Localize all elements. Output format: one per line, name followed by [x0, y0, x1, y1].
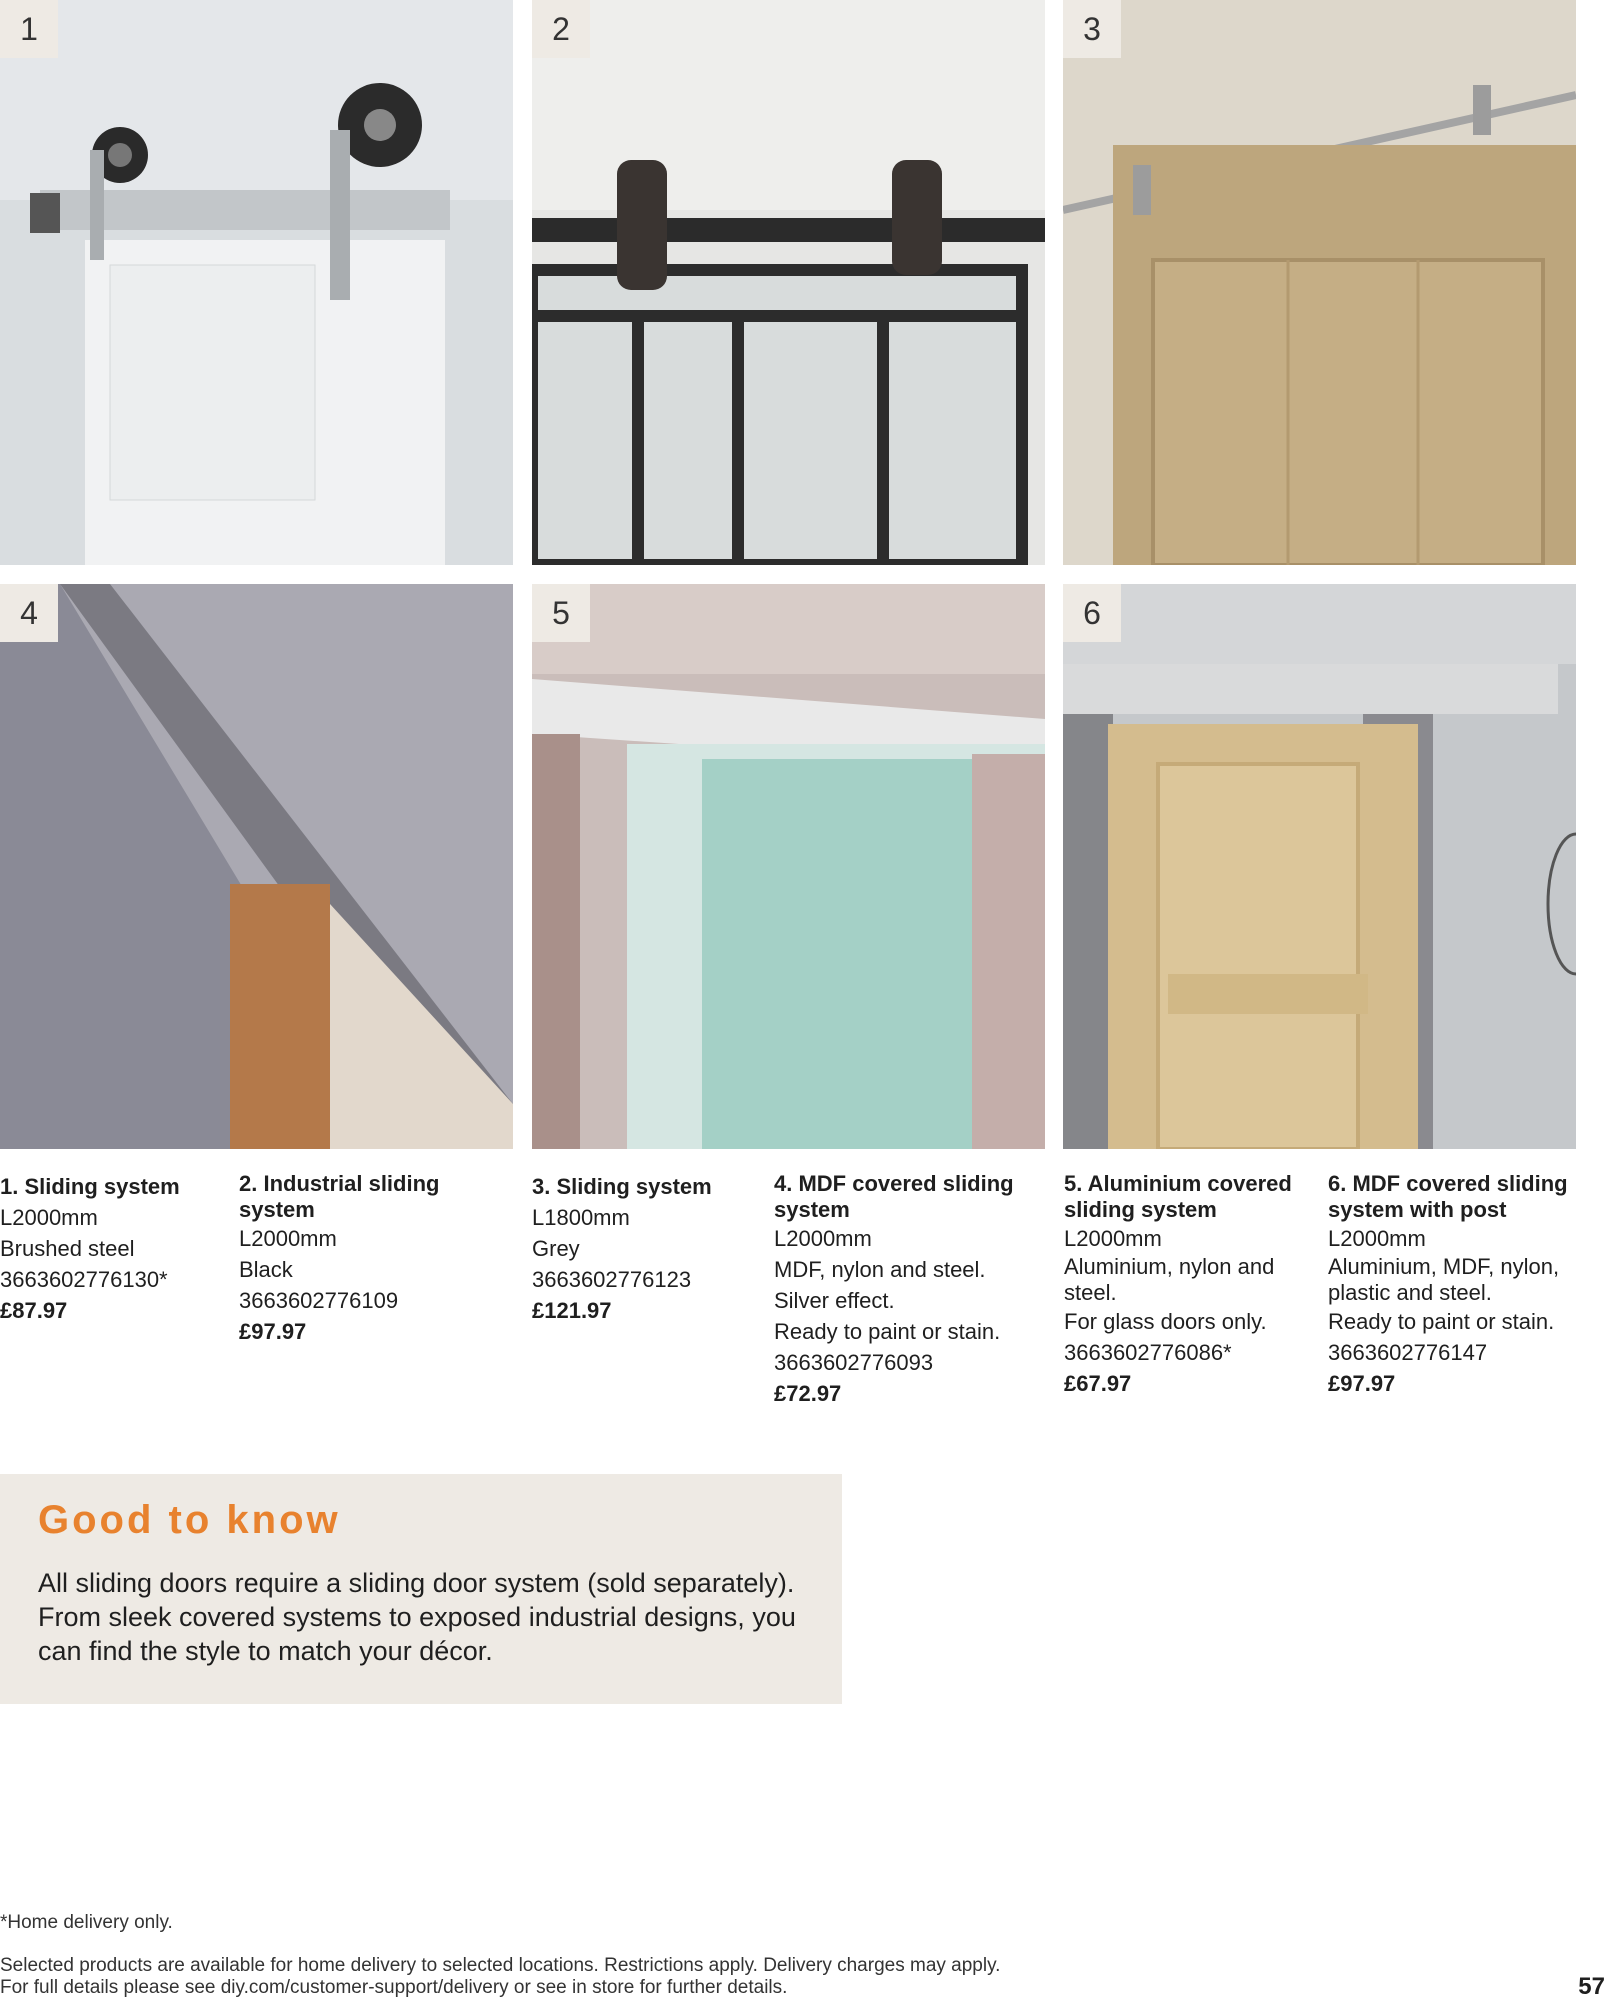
photo-number-badge: 6 — [1063, 584, 1121, 642]
photo-number-badge: 1 — [0, 0, 58, 58]
product-finish: Brushed steel — [0, 1236, 135, 1261]
product-material: MDF, nylon and steel. — [774, 1257, 986, 1282]
good-to-know-box — [0, 1474, 842, 1704]
product-price: £67.97 — [1064, 1371, 1132, 1396]
product-finish: Grey — [532, 1236, 580, 1261]
product-title: 2. Industrial sliding system — [239, 1171, 440, 1222]
product-caption-6 — [1328, 1171, 1588, 1399]
product-note: For glass doors only. — [1064, 1309, 1267, 1334]
product-photo-3 — [1063, 0, 1576, 565]
product-photo-5 — [532, 584, 1045, 1149]
product-material: Aluminium, nylon and steel. — [1064, 1254, 1275, 1305]
photo-number-badge: 4 — [0, 584, 58, 642]
product-photo-4 — [0, 584, 513, 1149]
footer-delivery-line-2: For full details please see diy.com/customer-support/delivery or see in store for further details. — [0, 1977, 788, 1998]
product-photo-6 — [1063, 584, 1576, 1149]
product-finish: Black — [239, 1257, 293, 1282]
product-price: £72.97 — [774, 1381, 842, 1406]
product-price: £121.97 — [532, 1298, 612, 1323]
product-size: L2000mm — [1064, 1226, 1162, 1251]
product-price: £97.97 — [1328, 1371, 1396, 1396]
product-photo-2 — [532, 0, 1045, 565]
product-caption-3 — [532, 1171, 752, 1326]
footer-note: *Home delivery only. — [0, 1912, 173, 1933]
mdf-covered-track-image — [0, 584, 513, 1149]
product-price: £87.97 — [0, 1298, 68, 1323]
product-caption-5 — [1064, 1171, 1314, 1399]
photo-number-badge: 5 — [532, 584, 590, 642]
product-caption-1 — [0, 1171, 225, 1326]
product-title: 3. Sliding system — [532, 1174, 712, 1199]
industrial-black-door-image — [532, 0, 1045, 565]
product-size: L2000mm — [1328, 1226, 1426, 1251]
product-title: 5. Aluminium covered sliding system — [1064, 1171, 1292, 1222]
product-code: 3663602776147 — [1328, 1340, 1488, 1365]
aluminium-covered-glass-door-image — [532, 584, 1045, 1149]
product-title: 1. Sliding system — [0, 1174, 180, 1199]
product-material: Aluminium, MDF, nylon, plastic and steel. — [1328, 1254, 1560, 1305]
product-code: 3663602776130* — [0, 1267, 168, 1292]
product-caption-2 — [239, 1171, 444, 1347]
product-finish: Silver effect. — [774, 1288, 895, 1313]
product-code: 3663602776093 — [774, 1350, 934, 1375]
product-photo-1 — [0, 0, 513, 565]
brushed-steel-door-image — [0, 0, 513, 565]
good-to-know-heading: Good to know — [38, 1498, 341, 1542]
product-note: Ready to paint or stain. — [774, 1319, 1001, 1344]
product-size: L2000mm — [239, 1226, 337, 1251]
grey-rail-oak-door-image — [1063, 0, 1576, 565]
footer-delivery-line-1: Selected products are available for home delivery to selected locations. Restrictions apply. Delivery charges may apply. — [0, 1955, 1001, 1976]
product-code: 3663602776123 — [532, 1267, 692, 1292]
product-title: 4. MDF covered sliding system — [774, 1171, 1014, 1222]
good-to-know-body: All sliding doors require a sliding door system (sold separately). From sleek covered systems to exposed industrial designs, you can find the style to match your décor. — [38, 1568, 796, 1666]
product-title: 6. MDF covered sliding system with post — [1328, 1171, 1568, 1222]
photo-number-badge: 2 — [532, 0, 590, 58]
product-code: 3663602776109 — [239, 1288, 399, 1313]
mdf-covered-post-oak-door-image — [1063, 584, 1576, 1149]
photo-number-badge: 3 — [1063, 0, 1121, 58]
product-code: 3663602776086* — [1064, 1340, 1232, 1365]
product-note: Ready to paint or stain. — [1328, 1309, 1555, 1334]
product-price: £97.97 — [239, 1319, 307, 1344]
product-size: L1800mm — [532, 1205, 630, 1230]
product-size: L2000mm — [774, 1226, 872, 1251]
product-caption-4 — [774, 1171, 1024, 1409]
page-number: 57 — [1578, 1973, 1605, 2000]
product-size: L2000mm — [0, 1205, 98, 1230]
